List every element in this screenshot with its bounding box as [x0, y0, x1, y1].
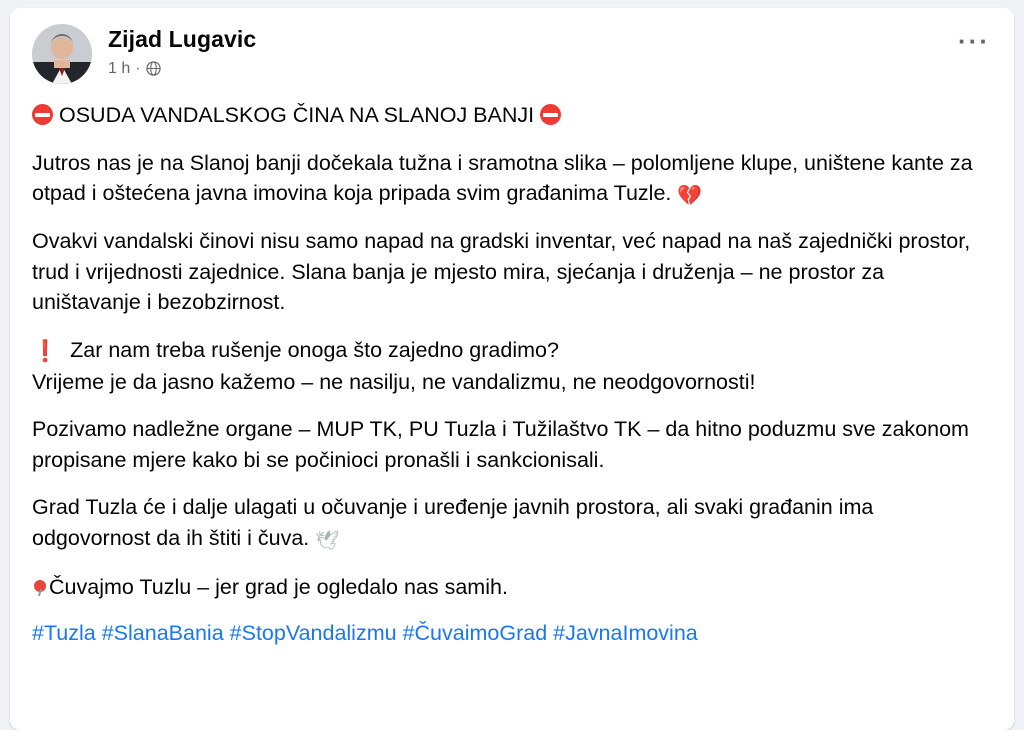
hashtag-link[interactable]: #Tuzla: [32, 621, 96, 646]
post-paragraph: Pozivamo nadležne organe – MUP TK, PU Tuzla i Tužilaštvo TK – da hitno poduzmu sve zakonom propisane mjere kako bi se počinioci pronašli i sankcionisali.: [32, 417, 969, 472]
post-header: [32, 22, 992, 96]
post-card: [10, 8, 1014, 730]
post-paragraph: [32, 572, 992, 603]
header-text: [108, 22, 256, 78]
hashtag-link[interactable]: #JavnaImovina: [553, 621, 698, 646]
post-headline-text: OSUDA VANDALSKOG ČINA NA SLANOJ BANJI: [58, 103, 535, 127]
hashtag-link[interactable]: #ČuvaimoGrad: [402, 621, 548, 646]
post-paragraph-text: Zar nam treba rušenje onoga što zajedno gradimo?: [70, 337, 559, 362]
dove-icon: 🕊: [315, 529, 340, 552]
hashtag-list: [32, 619, 992, 648]
post-paragraph: [32, 335, 992, 397]
post-paragraph: Ovakvi vandalski činovi nisu samo napad na gradski inventar, već napad na naš zajednički prostor, trud i vrijednosti zajednice. Slana banja je mjesto mira, sjećanja i druženja – ne prostor za uništavanje i bezobzirnost.: [32, 229, 971, 315]
more-options-button[interactable]: ···: [958, 26, 990, 56]
no-entry-icon: [32, 104, 53, 125]
meta-separator: ·: [135, 59, 141, 77]
post-paragraph-text: Vrijeme je da jasno kažemo – ne nasilju, ne vandalizmu, ne neodgovornosti!: [32, 369, 756, 394]
post-headline: [32, 100, 992, 131]
post-paragraph: [32, 492, 992, 554]
post-paragraph-text: Čuvajmo Tuzlu – jer grad je ogledalo nas samih.: [49, 574, 508, 599]
post-paragraph-text: Jutros nas je na Slanoj banji dočekala tužna i sramotna slika – polomljene klupe, uništene kante za otpad i oštećena javna imovina koja pripada svim građanima Tuzle.: [32, 150, 973, 206]
avatar[interactable]: [32, 24, 92, 84]
post-paragraph-text: Grad Tuzla će i dalje ulagati u očuvanje i uređenje javnih prostora, ali svaki građanin ima odgovornost da ih štiti i čuva.: [32, 495, 874, 550]
post-meta: [108, 60, 256, 78]
exclamation-icon: ❗: [32, 339, 59, 363]
hashtag-link[interactable]: #SlanaBania: [101, 621, 224, 646]
pushpin-icon: [32, 580, 48, 596]
broken-heart-icon: 💔: [677, 183, 703, 208]
globe-icon[interactable]: [146, 61, 161, 76]
hashtag-link[interactable]: #StopVandalizmu: [229, 621, 397, 646]
post-body: [32, 100, 992, 648]
no-entry-icon: [540, 104, 561, 125]
post-paragraph: [32, 148, 992, 210]
author-name[interactable]: Zijad Lugavic: [108, 26, 257, 52]
post-timestamp[interactable]: 1 h: [108, 59, 131, 77]
